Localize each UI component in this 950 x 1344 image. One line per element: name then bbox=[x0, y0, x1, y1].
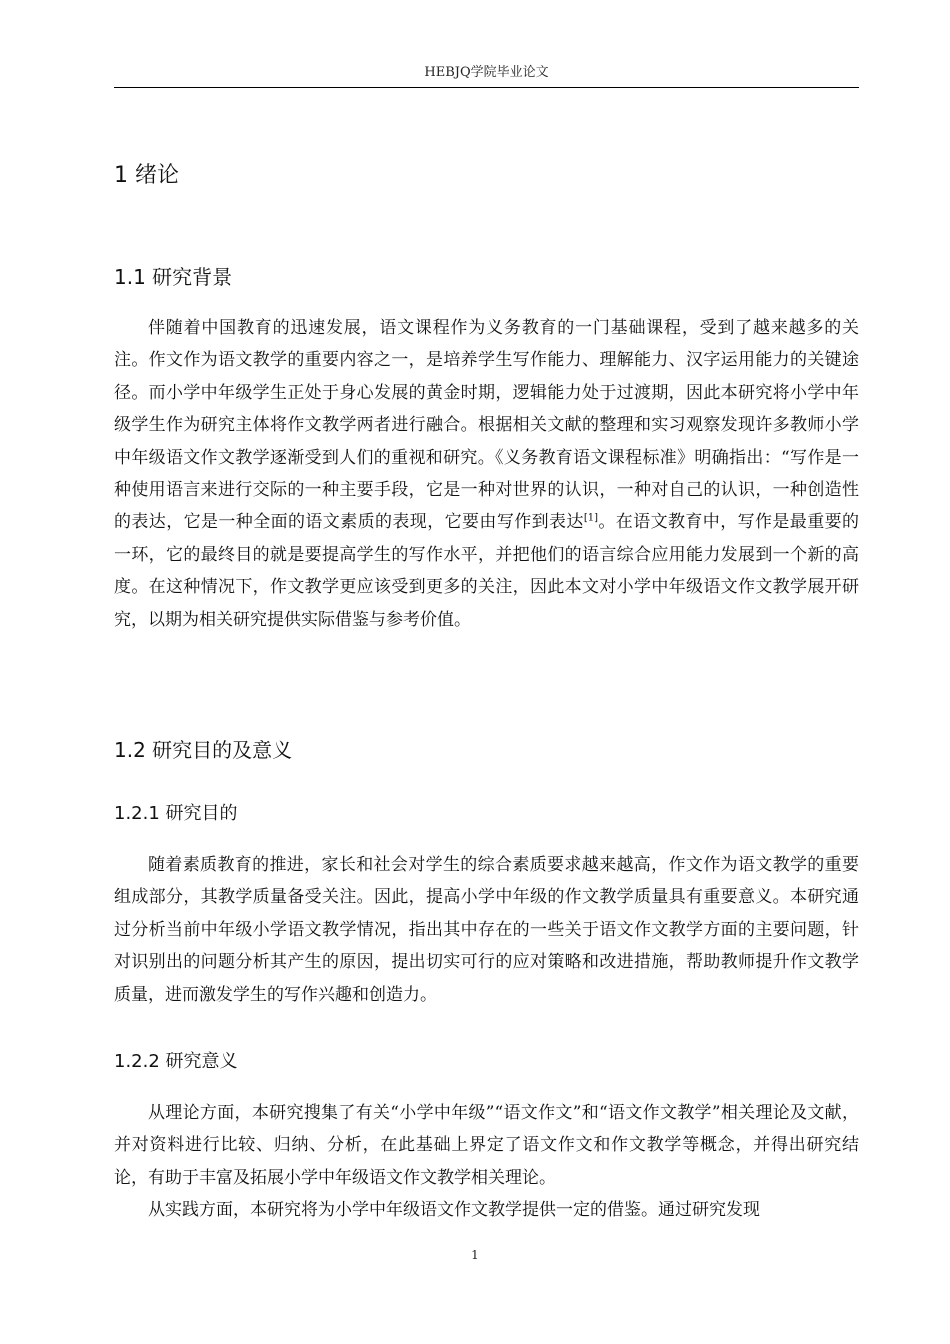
paragraph-significance-practice: 从实践方面，本研究将为小学中年级语文作文教学提供一定的借鉴。通过研究发现 bbox=[148, 1200, 760, 1220]
header-rule bbox=[114, 87, 859, 88]
chapter-title: 1 绪论 bbox=[114, 163, 179, 188]
paragraph-significance-theory: 从理论方面，本研究搜集了有关“小学中年级”“语文作文”和“语文作文教学”相关理论及文献，并对资料进行比较、归纳、分析，在此基础上界定了语文作文和作文教学等概念，并得出研究结论，有助于丰富及拓展小学中年级语文作文教学相关理论。 bbox=[114, 1103, 859, 1188]
section-title-1-1: 1.1 研究背景 bbox=[114, 265, 233, 289]
page-number: 1 bbox=[471, 1248, 479, 1262]
section-title-1-2-1: 1.2.1 研究目的 bbox=[114, 803, 238, 824]
page-header: HEBJQ学院毕业论文 bbox=[424, 65, 549, 80]
citation-ref: [1] bbox=[583, 512, 598, 524]
section-title-1-2-2: 1.2.2 研究意义 bbox=[114, 1051, 238, 1072]
paragraph-background-part2: 。在语文教育中，写作是最重要的一环，它的最终目的就是要提高学生的写作水平，并把他们的语言综合应用能力发展到一个新的高度。在这种情况下，作文教学更应该受到更多的关注，因此本文对小学中年级语文作文教学展开研究，以期为相关研究提供实际借鉴与参考价值。 bbox=[114, 512, 860, 630]
section-title-1-2: 1.2 研究目的及意义 bbox=[114, 738, 293, 762]
paragraph-purpose: 随着素质教育的推进，家长和社会对学生的综合素质要求越来越高，作文作为语文教学的重要组成部分，其教学质量备受关注。因此，提高小学中年级的作文教学质量具有重要意义。本研究通过分析当前中年级小学语文教学情况，指出其中存在的一些关于语文作文教学方面的主要问题，针对识别出的问题分析其产生的原因，提出切实可行的应对策略和改进措施，帮助教师提升作文教学质量，进而激发学生的写作兴趣和创造力。 bbox=[114, 855, 859, 1005]
paragraph-background-part1: 伴随着中国教育的迅速发展，语文课程作为义务教育的一门基础课程，受到了越来越多的关注。作文作为语文教学的重要内容之一，是培养学生写作能力、理解能力、汉字运用能力的关键途径。而小学中年级学生正处于身心发展的黄金时期，逻辑能力处于过渡期，因此本研究将小学中年级学生作为研究主体将作文教学两者进行融合。根据相关文献的整理和实习观察发现许多教师小学中年级语文作文教学逐渐受到人们的重视和研究。《义务教育语文课程标准》明确指出：“写作是一种使用语言来进行交际的一种主要手段，它是一种对世界的认识，一种对自己的认识，一种创造性的表达，它是一种全面的语文素质的表现，它要由写作到表达 bbox=[114, 318, 859, 533]
paragraph-background bbox=[114, 312, 859, 636]
